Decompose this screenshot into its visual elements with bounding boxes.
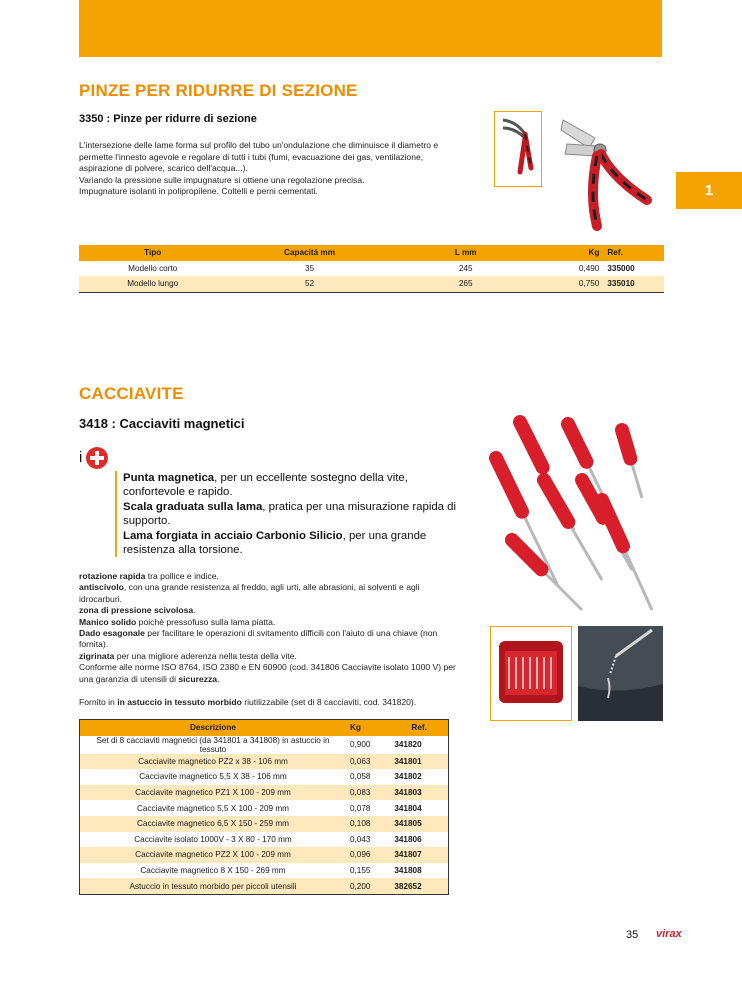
column-header: Capacitá mm [226,245,392,261]
table-cell: 0,058 [349,772,371,782]
table-row [80,832,449,848]
swiss-cross-icon [86,447,108,469]
table-cell: Cacciavite magnetico 5,5 X 100 - 209 mm [136,803,289,813]
table-row [80,785,449,801]
description-line: permette l'innesto agevole e regolare di tutti i tubi (fumi, evacuazione dei gas, ventilazione, [79,151,424,162]
table-cell: 335010 [603,276,664,292]
table-cell: 52 [226,276,392,292]
highlights-block [115,471,473,557]
feature-text: , con una grande resistenza al freddo, agli urti, alle abrasioni, ai solventi e agli idrocarburi. [79,582,420,604]
table-cell: 0,043 [349,834,371,844]
feature-item [79,662,459,685]
table-cell: 0,063 [346,754,390,770]
feature-bold: Manico solido [79,616,137,627]
feature-item [79,628,459,651]
column-header: L mm [393,245,539,261]
product-description-3350 [79,140,479,198]
table-cell: Set di 8 cacciaviti magnetici (da 341801 a 341808) in astuccio in tessuto [96,735,330,754]
feature-text: per una migliore aderenza nella testa della vite. [114,650,297,661]
table-cell: 335000 [607,263,635,273]
table-row [79,261,664,277]
table-cell: 341806 [394,834,422,844]
table-cell: 245 [458,263,473,273]
table-cell: Astuccio in tessuto morbido per piccoli utensili [80,878,346,894]
feature-bold: sicurezza [178,673,218,684]
column-header: Descrizione [80,720,346,736]
table-cell: Cacciavite magnetico PZ2 x 38 - 106 mm [80,754,346,770]
table-cell: 35 [304,263,315,273]
table-row [80,736,449,754]
feature-text: . [193,605,196,616]
magnetic-tip-image [578,626,663,721]
highlight-bold: Punta magnetica [123,472,215,484]
description-line: Impugnature isolanti in polipropilene. Coltelli e perni cementati. [79,186,318,197]
table-cell: 0,200 [346,878,390,894]
table-cell: 0,108 [346,816,390,832]
pliers-large-icon [553,108,661,234]
highlight-text: , pratica per una misurazione rapida di supporto. [123,500,457,528]
table-cell: 341802 [394,772,422,782]
table-cell: Cacciavite magnetico PZ1 X 100 - 209 mm [80,785,346,801]
highlight-item [123,529,473,558]
highlight-item [123,471,473,500]
feature-text: per facilitare le operazioni di svitamento difficili con l'aiuto di una chiave (non fornita). [79,628,438,650]
feature-bold: zigrinata [79,650,115,661]
pliers-thumbnail [494,111,542,187]
feature-text: Conforme alle norme ISO 8764, ISO 2380 e EN 60900 (cod. 341806 Cacciavite isolato 1000 V) per una garanzia di utensili di [79,662,456,684]
screwdrivers-icon [482,410,662,620]
section-title-pinze: PINZE PER RIDURRE DI SEZIONE [79,81,358,100]
chapter-tab[interactable]: 1 [676,172,742,209]
table-header [79,245,664,261]
pouch-prefix: Fornito in [79,697,118,707]
feature-item [79,617,459,628]
table-cell: 0,083 [346,785,390,801]
pliers-small-image [495,112,540,185]
table-cell: 341801 [390,754,448,770]
table-cell: Modello lungo [79,276,226,292]
magnetic-tip-photo [578,626,663,721]
screwdriver-3 [622,430,642,498]
table-cell: 0,155 [349,866,371,876]
table-cell: Cacciavite magnetico 6,5 X 150 - 259 mm [80,816,346,832]
pouch-bold: in astuccio in tessuto morbido [117,697,242,707]
column-header: Ref. [603,245,664,261]
table-cell: 341803 [390,785,448,801]
table-cell: 341820 [394,740,422,750]
feature-bold: antiscivolo [79,582,124,593]
pinze-table [79,245,664,293]
feature-item [79,605,459,616]
feature-item [79,582,459,605]
feature-text: poichè pressofuso sulla lama piatta. [136,616,276,627]
feature-bold: rotazione rapida [79,571,146,581]
table-cell: Cacciavite magnetico 8 X 150 - 269 mm [140,866,286,876]
table-cell: 0,750 [539,276,604,292]
table-cell: 341807 [390,847,448,863]
pouch-image [491,627,570,719]
pouch-thumbnail [490,626,572,721]
virax-logo: virax [656,928,682,940]
table-cell: 341808 [394,866,422,876]
table-cell: Cacciavite magnetico PZ2 X 100 - 209 mm [80,847,346,863]
info-icon-letter: i [79,449,83,466]
table-cell: 0,096 [346,847,390,863]
table-cell: 341804 [394,803,422,813]
description-line: L'intersezione delle lame forma sul profilo del tubo un'ondulazione che diminuisce il diametro e [79,140,439,150]
highlight-bold: Lama forgiata in acciaio Carbonio Silicio [123,529,343,542]
screwdriver-5 [512,540,582,610]
table-cell: 341805 [390,816,448,832]
table-row [80,847,449,863]
description-line: aspirazione di polvere, scarico dell'acqua...). [79,163,248,174]
highlight-text: , per una grande resistenza alla torsione. [123,529,427,557]
screwdriver-8 [602,500,652,610]
feature-text: . [217,673,220,684]
column-header: Kg [539,245,604,261]
highlight-bold: Scala graduata sulla lama [123,500,263,513]
column-header: Tipo [79,245,226,261]
table-row [80,878,449,894]
product-title-3418: 3418 : Cacciaviti magnetici [79,416,245,431]
feature-bold: zona di pressione scivolosa [79,605,194,616]
table-cell: 0,900 [349,740,371,750]
product-title-3350: 3350 : Pinze per ridurre di sezione [79,113,257,125]
table-row [79,276,664,292]
highlight-item [123,500,473,529]
table-cell: 0,490 [578,263,600,273]
screwdriver-set-image [482,410,662,620]
cacciaviti-table [79,719,449,895]
page-number: 35 [626,929,639,941]
feature-text: tra pollice e indice. [145,571,219,581]
table-cell: Cacciavite isolato 1000V - 3 X 80 - 170 mm [134,834,292,844]
features-list [79,571,459,685]
pliers-image [553,108,661,234]
description-line: Variando la pressione sulle impugnature si ottiene una regolazione precisa. [79,174,365,185]
table-row [80,863,449,879]
section-title-cacciavite: CACCIAVITE [79,384,184,403]
table-cell: Cacciavite magnetico 5,5 X 38 - 106 mm [139,772,287,782]
table-row [80,754,449,770]
column-header: Kg [346,720,390,736]
header-band [79,0,662,57]
pouch-suffix: riutilizzabile (set di 8 cacciaviti, cod. 341820). [241,697,417,707]
table-row [80,816,449,832]
table-cell: Modello corto [128,263,178,273]
table-cell: 382652 [390,878,448,894]
feature-item [79,571,459,582]
table-header [80,720,449,736]
table-cell: 265 [393,276,539,292]
highlight-text: , per un eccellente sostegno della vite, confortevole e rapido. [123,472,408,499]
table-cell: 0,078 [349,803,371,813]
column-header: Ref. [390,720,448,736]
feature-bold: Dado esagonale [79,628,145,639]
feature-item [79,651,459,662]
pouch-note [79,697,479,709]
table-row [80,769,449,785]
table-row [80,800,449,816]
